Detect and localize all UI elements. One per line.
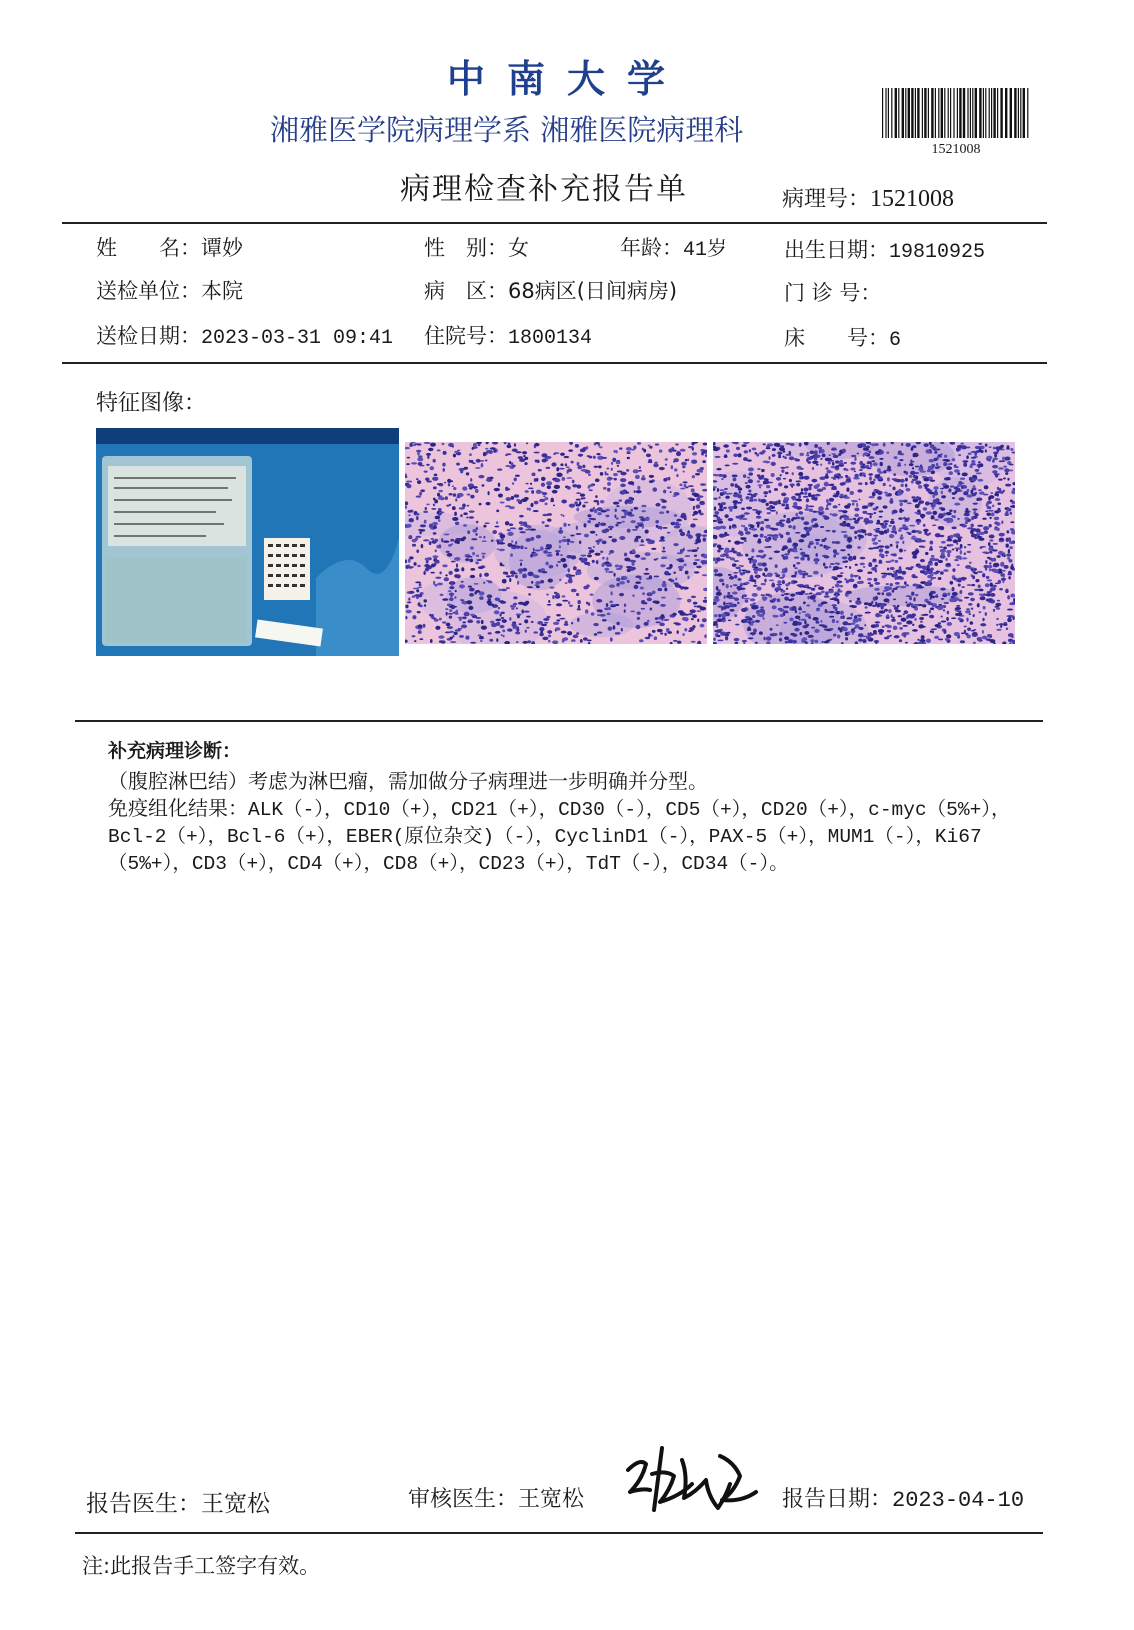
report-doctor bbox=[86, 1485, 270, 1518]
submitting-unit bbox=[96, 275, 243, 305]
barcode-number: 1521008 bbox=[931, 142, 981, 157]
submission-date-value: 2023-03-31 09:41 bbox=[201, 327, 394, 350]
submission-date-label: 送检日期： bbox=[96, 324, 201, 348]
patient-sex-label: 性 别： bbox=[424, 236, 508, 260]
diagnosis-text: （腹腔淋巴结）考虑为淋巴瘤，需加做分子病理进一步明确并分型。 bbox=[108, 769, 708, 793]
submitting-unit-label: 送检单位： bbox=[96, 279, 201, 303]
admission-number-value: 1800134 bbox=[508, 327, 593, 350]
patient-age-label: 年龄： bbox=[620, 236, 683, 260]
images-label: 特征图像： bbox=[96, 391, 207, 416]
patient-sex bbox=[424, 232, 529, 262]
barcode bbox=[880, 88, 1032, 138]
review-doctor bbox=[408, 1482, 584, 1513]
footer-divider bbox=[75, 1532, 1043, 1534]
images-divider bbox=[75, 720, 1043, 722]
clinic-number bbox=[784, 277, 881, 307]
submitting-unit-value: 本院 bbox=[201, 279, 243, 303]
pathology-number bbox=[782, 182, 954, 213]
ward-label: 病 区： bbox=[424, 279, 508, 303]
patient-sex-value: 女 bbox=[508, 236, 529, 260]
patient-dob-value: 19810925 bbox=[889, 241, 986, 264]
info-divider bbox=[62, 362, 1047, 364]
histology-image-2 bbox=[713, 442, 1015, 644]
patient-age-value: 41岁 bbox=[683, 239, 728, 262]
patient-dob-label: 出生日期： bbox=[784, 238, 889, 262]
footer-note: 注:此报告手工签字有效。 bbox=[82, 1554, 321, 1578]
handwritten-signature bbox=[622, 1440, 762, 1520]
admission-number-label: 住院号： bbox=[424, 324, 508, 348]
department-line: 湘雅医学院病理学系 湘雅医院病理科 bbox=[270, 113, 744, 147]
bed-number-value: 6 bbox=[889, 329, 902, 352]
review-doctor-label: 审核医生： bbox=[408, 1487, 519, 1512]
bed-number bbox=[784, 322, 901, 352]
report-date bbox=[782, 1482, 1024, 1513]
university-title: 中南大学 bbox=[446, 57, 687, 101]
review-doctor-value: 王宽松 bbox=[518, 1487, 585, 1512]
header-divider bbox=[62, 222, 1047, 224]
pathology-number-value: 1521008 bbox=[870, 186, 955, 212]
ihc-results bbox=[108, 795, 1018, 878]
report-date-label: 报告日期： bbox=[782, 1487, 893, 1512]
pathology-number-label: 病理号： bbox=[782, 187, 871, 212]
ihc-values: ALK（-），CD10（+），CD21（+），CD30（-），CD5（+），CD20（+），c-myc（5%+），Bcl-2（+），Bcl-6（+），EBER(原位杂交)（-），CyclinD1（-），PAX-5（+），MUM1（-），Ki67（5%+），CD3（+），CD4（+），CD8（+），CD23（+），TdT（-），CD34（-）。 bbox=[108, 799, 1011, 875]
ihc-label: 免疫组化结果： bbox=[108, 796, 248, 820]
submission-date bbox=[96, 320, 393, 350]
diagnosis-label: 补充病理诊断： bbox=[108, 740, 242, 762]
report-doctor-label: 报告医生： bbox=[86, 1491, 201, 1517]
patient-name-value: 谭妙 bbox=[201, 236, 243, 260]
bed-number-label: 床 号： bbox=[784, 326, 889, 350]
report-title: 病理检查补充报告单 bbox=[400, 172, 688, 207]
patient-age bbox=[620, 232, 727, 262]
report-date-value: 2023-04-10 bbox=[892, 1488, 1025, 1513]
histology-image-1 bbox=[405, 442, 707, 644]
patient-name-label: 姓 名： bbox=[96, 236, 201, 260]
specimen-photo bbox=[96, 428, 399, 656]
patient-dob bbox=[784, 234, 985, 264]
ward bbox=[424, 275, 677, 305]
report-doctor-value: 王宽松 bbox=[201, 1491, 270, 1517]
patient-name bbox=[96, 232, 243, 262]
ward-value: 68病区(日间病房) bbox=[508, 279, 678, 303]
clinic-number-label: 门 诊 号： bbox=[784, 281, 882, 305]
admission-number bbox=[424, 320, 592, 350]
diagnosis-body bbox=[108, 768, 1018, 878]
